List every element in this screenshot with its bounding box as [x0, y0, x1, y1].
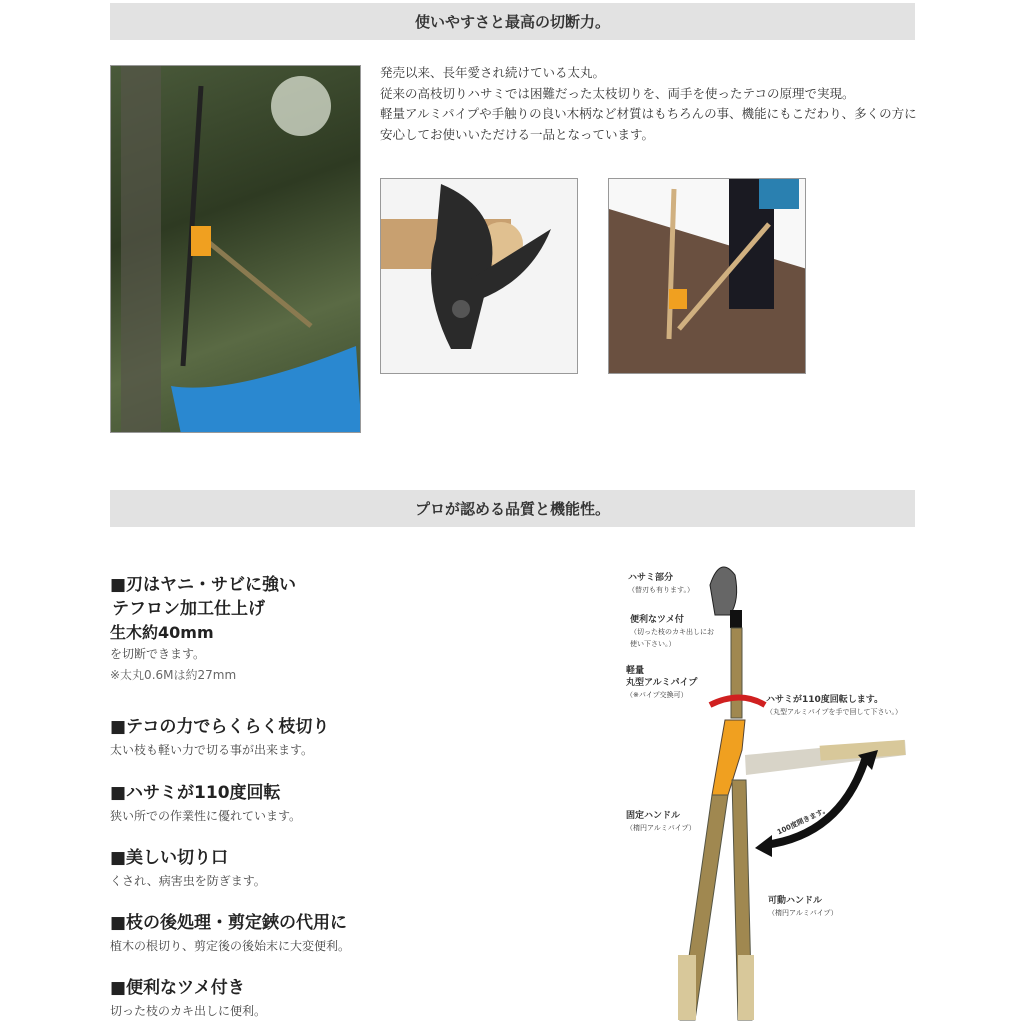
feature-heading: ■刃はヤニ・サビに強い [110, 575, 297, 595]
feature-capacity: 生木約40mm [110, 623, 214, 642]
label-pipe: 軽量 丸型アルミパイプ （※パイプ交換可） [626, 666, 698, 699]
feature-heading: テフロン加工仕上げ [112, 599, 265, 619]
feature-heading: ■美しい切り口 [110, 848, 229, 868]
feature-text: 太い枝も軽い力で切る事が出来ます。 [110, 743, 314, 757]
intro-line: 軽量アルミパイプや手触りの良い木柄など材質はもちろんの事、機能にもこだわり、多くの方に安心してお使いいただける一品となっています。 [380, 106, 917, 142]
label-fixed-handle: 固定ハンドル （楕円アルミパイプ） [626, 811, 696, 832]
feature-heading: ■枝の後処理・剪定鋏の代用に [110, 913, 348, 933]
feature-text: 切った枝のカキ出しに便利。 [110, 1004, 267, 1018]
feature-text: を切断できます。 [110, 647, 206, 661]
photo-ground-cutting [608, 178, 806, 374]
section-header-ease [110, 3, 915, 40]
feature-note: ※太丸0.6Mは約27mm [110, 668, 237, 682]
label-claw: 便利なツメ付 （切った枝のカキ出しにお使い下さい。） [630, 615, 714, 648]
feature-heading: ■ハサミが110度回転 [110, 783, 281, 803]
section-header-quality [110, 490, 915, 527]
intro-text [380, 63, 920, 145]
photo-cutting-high-branch [110, 65, 361, 433]
feature-text: 狭い所での作業性に優れています。 [110, 809, 302, 823]
section-title: プロが認める品質と機能性。 [414, 500, 610, 518]
feature-text: 植木の根切り、剪定後の後始末に大変便利。 [110, 939, 351, 953]
label-moving-handle: 可動ハンドル （楕円アルミパイプ） [768, 896, 838, 917]
intro-line: 従来の高枝切りハサミでは困難だった太枝切りを、両手を使ったテコの原理で実現。 [380, 85, 855, 101]
label-open-angle: 100度開きます。 [775, 805, 831, 837]
intro-line: 発売以来、長年愛され続けている太丸。 [380, 65, 606, 80]
feature-heading: ■便利なツメ付き [110, 978, 245, 998]
feature-heading: ■テコの力でらくらく枝切り [110, 717, 330, 737]
section-title: 使いやすさと最高の切断力。 [414, 13, 610, 31]
photo-blade-closeup [380, 178, 578, 374]
label-rotate: ハサミが110度回転します。 （丸型アルミパイプを手で回して下さい。） [766, 695, 903, 716]
label-blade: ハサミ部分 （替刃も有ります。） [628, 573, 694, 594]
feature-text: くされ、病害虫を防ぎます。 [110, 874, 266, 888]
